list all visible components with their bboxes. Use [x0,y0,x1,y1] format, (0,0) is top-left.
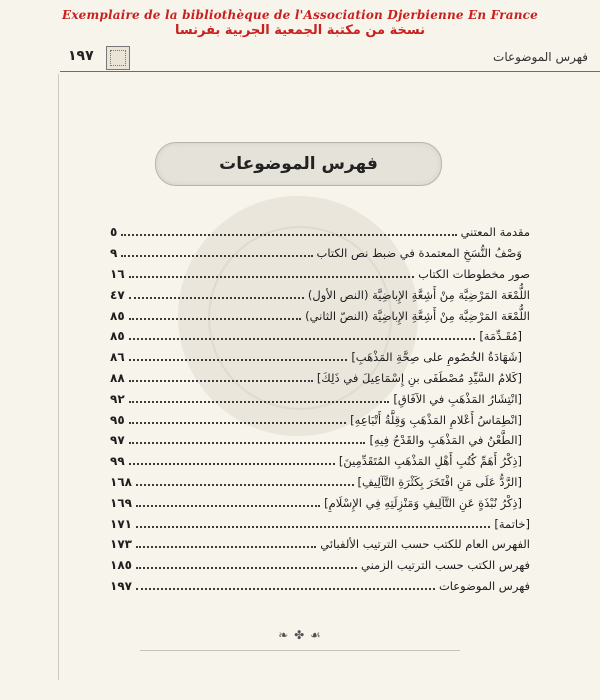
toc-entry-title: مقدمة المعتني [460,225,530,240]
bottom-divider [140,650,460,651]
toc-page-number: ٩٧ [110,433,125,448]
page-frame-line [58,74,59,680]
toc-page-number: ٨٥ [110,308,125,323]
toc-leader-dots [121,255,312,257]
toc-leader-dots [129,442,366,444]
page-title-box [155,142,442,186]
toc-entry-title: [انْطِمَاسُ أَعْلامِ المَذْهَبِ وَقِلَّةُ أَتْبَاعِهِ] [350,412,522,427]
header-page-number: ١٩٧ [68,48,94,64]
toc-leader-dots [129,380,313,382]
toc-page-number: ١٨٥ [110,558,132,573]
toc-leader-dots [136,567,357,569]
toc-row [110,513,530,534]
toc-leader-dots [136,505,320,507]
toc-row [110,451,530,472]
toc-entry-title: اللُّمْعَة المَرْضِيَّة مِنْ أَشِعَّةِ الإِباضِيَّة (النصّ الثاني) [305,308,530,323]
toc-page-number: ٩٥ [110,412,125,427]
toc-row [110,409,530,430]
toc-row [110,492,530,513]
stamp-arabic-text: نسخة من مكتبة الجمعية الجربية بفرنسا [175,23,425,38]
library-stamp [0,8,600,38]
toc-page-number: ٨٥ [110,329,125,344]
toc-entry-title: [انْتِشَارُ المَذْهَبِ في الآفَاقِ] [393,391,522,406]
toc-page-number: ٥ [110,225,118,240]
toc-entry-title: الفهرس العام للكتب حسب الترتيب الألفبائي [320,537,530,552]
toc-row [110,222,530,243]
toc-page-number: ٨٨ [110,370,125,385]
toc-entry-title: [ذِكْرُ نُبْذَةٍ عَنِ التَّآلِيفِ وَمَنْزِلَتِهِ فِي الإِسْلَامِ] [324,495,522,510]
toc-leader-dots [129,422,347,424]
toc-row [110,576,530,597]
toc-leader-dots [129,338,476,340]
toc-page-number: ٩٩ [110,454,125,469]
toc-leader-dots [129,318,301,320]
toc-entry-title: [الطَّعْنُ في المَذْهَبِ والقَدْحُ فِيهِ] [369,433,522,448]
toc-page-number: ١٧٣ [110,537,132,552]
toc-entry-title: [خاتمة] [494,516,530,531]
toc-entry-title: فهرس الكتب حسب الترتيب الزمني [360,558,530,573]
toc-page-number: ١٦ [110,266,125,281]
toc-row [110,243,530,264]
end-ornament-icon: ❧ ✤ ☙ [278,628,322,642]
toc-entry-title: صور مخطوطات الكتاب [418,266,530,281]
page-title: فهرس الموضوعات [219,154,378,174]
toc-page-number: ١٩٧ [110,578,132,593]
toc-entry-title: [الرَّدُّ عَلَى مَنِ افْتَخَرَ بِكَثْرَةِ التَّآلِيفِ] [357,474,522,489]
toc-row [110,264,530,285]
toc-entry-title: اللُّمْعَة المَرْضِيَّة مِنْ أَشِعَّةِ الإِباضِيَّة (النص الأول) [307,287,530,302]
toc-leader-dots [121,234,456,236]
toc-leader-dots [129,463,335,465]
toc-leader-dots [129,401,390,403]
toc-leader-dots [129,276,414,278]
toc-row [110,472,530,493]
table-of-contents [110,222,530,596]
toc-page-number: ١٦٩ [110,495,132,510]
running-header [60,45,600,72]
toc-entry-title: [مُقَـدِّمَة] [479,329,522,344]
toc-page-number: ٤٧ [110,287,125,302]
toc-row [110,430,530,451]
toc-leader-dots [136,526,490,528]
toc-leader-dots [136,588,435,590]
toc-row [110,284,530,305]
toc-row [110,305,530,326]
toc-row [110,368,530,389]
toc-leader-dots [129,359,348,361]
toc-row [110,347,530,368]
toc-entry-title: وَصْفُ النُّسَخِ المعتمدة في ضبط نص الكتاب [316,246,522,261]
toc-leader-dots [129,297,304,299]
toc-page-number: ٩٢ [110,391,125,406]
toc-page-number: ١٧١ [110,516,132,531]
toc-row [110,326,530,347]
header-running-title: فهرس الموضوعات [493,50,588,64]
toc-page-number: ٩ [110,246,118,261]
toc-row [110,555,530,576]
toc-leader-dots [136,546,316,548]
toc-page-number: ١٦٨ [110,474,132,489]
toc-row [110,534,530,555]
toc-entry-title: [ذِكْرُ أَهَمِّ كُتُبِ أَهْلِ المَذْهَبِ المُتَقَدِّمِينَ] [338,454,522,469]
toc-leader-dots [136,484,354,486]
toc-row [110,388,530,409]
toc-entry-title: فهرس الموضوعات [438,578,530,593]
toc-entry-title: [كَلامُ السَّيِّدِ مُصْطَفَى بنِ إِسْمَاعِيلَ في ذَلِكَ] [316,370,522,385]
toc-entry-title: [شَهَادَةُ الخُصُومِ على صِحَّةِ المَذْهَبِ] [351,350,522,365]
toc-page-number: ٨٦ [110,350,125,365]
header-ornament-icon [106,46,130,70]
stamp-french-text: Exemplaire de la bibliothèque de l'Association Djerbienne En France [61,8,539,22]
